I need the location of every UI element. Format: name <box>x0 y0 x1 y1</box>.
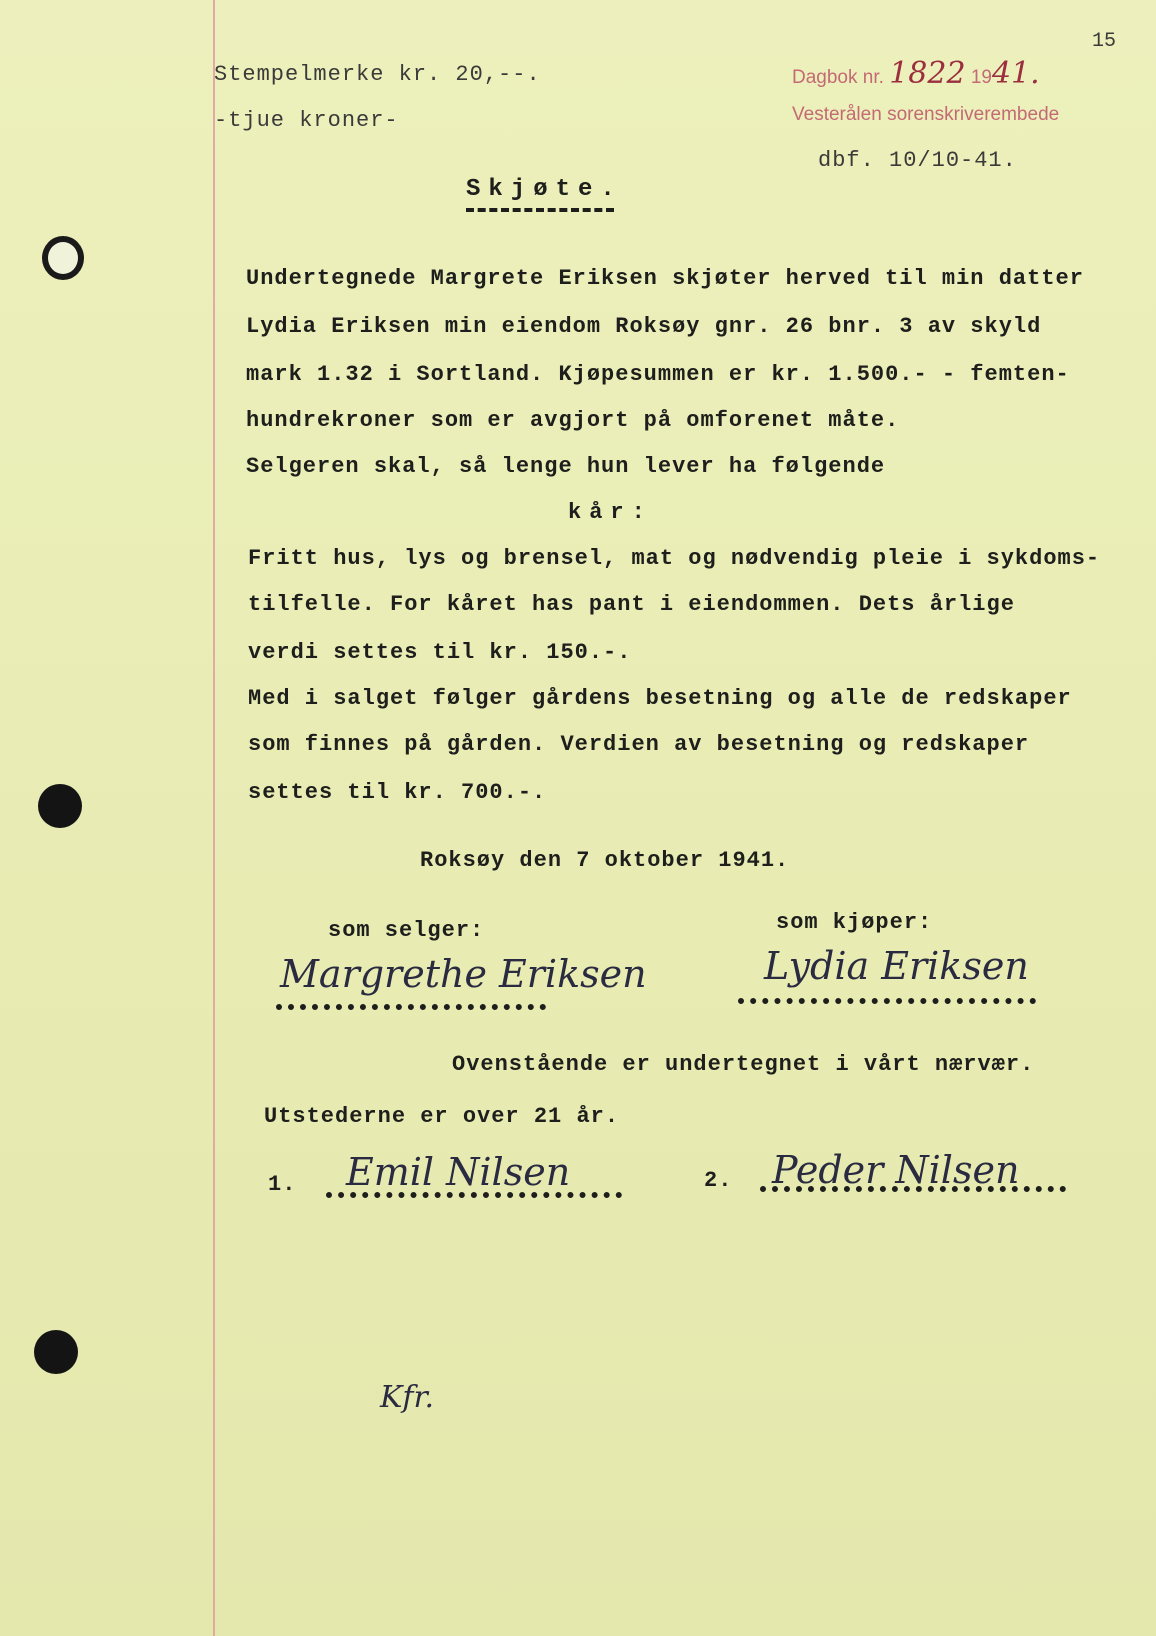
body-line: hundrekroner som er avgjort på omforenet måte. <box>246 408 900 433</box>
title-underline <box>466 208 614 212</box>
witness-1-number: 1. <box>268 1172 297 1197</box>
punch-hole <box>38 784 82 828</box>
document-title: Skjøte. <box>466 176 623 203</box>
registry-office: Vesterålen sorenskriverembede <box>792 104 1060 125</box>
place-and-date: Roksøy den 7 oktober 1941. <box>420 848 790 873</box>
witness-1-signature: Emil Nilsen <box>346 1150 571 1194</box>
witness-statement: Ovenstående er undertegnet i vårt nærvær. <box>452 1052 1035 1077</box>
kar-line: som finnes på gården. Verdien av besetning og redskaper <box>248 732 1030 757</box>
age-statement: Utstederne er over 21 år. <box>264 1104 620 1129</box>
kar-line: Fritt hus, lys og brensel, mat og nødvendig pleie i sykdoms- <box>248 546 1101 571</box>
page-number: 15 <box>1092 30 1117 53</box>
witness-2-signature: Peder Nilsen <box>772 1148 1020 1192</box>
witness-1-signature-line <box>326 1192 622 1198</box>
witness-2-number: 2. <box>704 1168 733 1193</box>
buyer-label: som kjøper: <box>776 910 933 935</box>
seller-signature-line <box>276 1004 546 1010</box>
kar-line: verdi settes til kr. 150.-. <box>248 640 632 665</box>
registry-number: 1822 <box>889 56 966 91</box>
initials: Kfr. <box>380 1380 435 1415</box>
buyer-signature: Lydia Eriksen <box>764 944 1029 988</box>
body-line: Selgeren skal, så lenge hun lever ha følgende <box>246 454 886 479</box>
body-line: Undertegnede Margrete Eriksen skjøter herved til min datter <box>246 266 1084 291</box>
punch-hole-torn <box>42 236 84 280</box>
registry-stamp <box>792 56 1040 91</box>
kar-heading: kår: <box>568 500 653 525</box>
stamp-duty-words: -tjue kroner- <box>214 108 399 133</box>
witness-2-signature-line <box>760 1186 1066 1192</box>
registry-prefix: Dagbok nr. <box>792 67 884 88</box>
registry-year-prefix: 19 <box>970 67 992 88</box>
body-line: Lydia Eriksen min eiendom Roksøy gnr. 26 bnr. 3 av skyld <box>246 314 1042 339</box>
seller-signature: Margrethe Eriksen <box>280 952 647 996</box>
dbf-reference: dbf. 10/10-41. <box>818 148 1017 173</box>
punch-hole <box>34 1330 78 1374</box>
body-line: mark 1.32 i Sortland. Kjøpesummen er kr. 1.500.- - femten- <box>246 362 1070 387</box>
kar-line: Med i salget følger gårdens besetning og alle de redskaper <box>248 686 1072 711</box>
seller-label: som selger: <box>328 918 485 943</box>
kar-line: tilfelle. For kåret has pant i eiendommen. Dets årlige <box>248 592 1015 617</box>
buyer-signature-line <box>738 998 1036 1004</box>
margin-rule <box>213 0 215 1636</box>
kar-line: settes til kr. 700.-. <box>248 780 547 805</box>
stamp-duty-line: Stempelmerke kr. 20,--. <box>214 62 541 87</box>
registry-year-suffix: 41. <box>991 56 1040 91</box>
